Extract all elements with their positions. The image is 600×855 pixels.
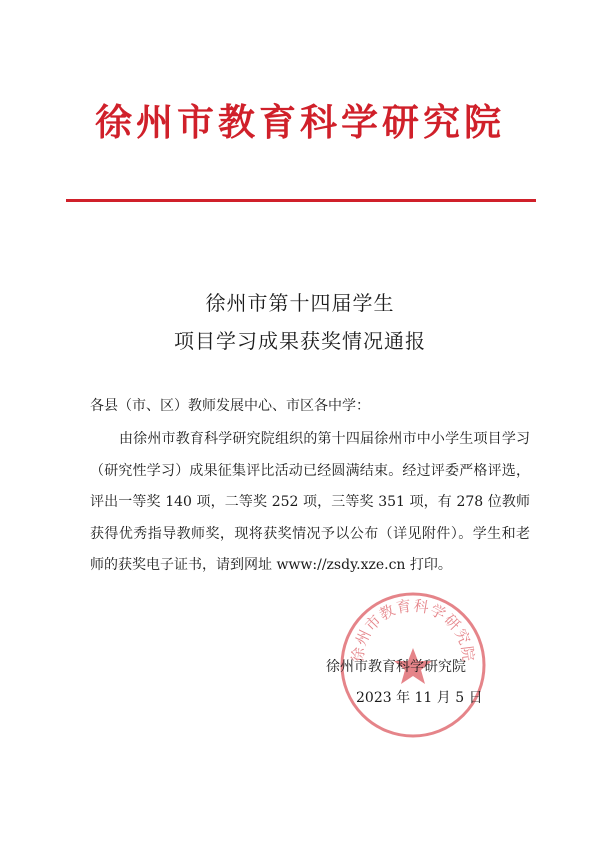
- signature-date: 2023 年 11 月 5 日: [356, 690, 483, 706]
- signature-org: 徐州市教育科学研究院: [326, 659, 466, 675]
- letterhead-org-name: 徐州市教育科学研究院: [95, 100, 505, 144]
- document-title-line-2: 项目学习成果获奖情况通报: [174, 329, 426, 353]
- letterhead-divider: [66, 199, 536, 202]
- salutation: 各县（市、区）教师发展中心、市区各中学：: [90, 398, 370, 414]
- body-paragraph: 由徐州市教育科学研究院组织的第十四届徐州市中小学生项目学习（研究性学习）成果征集评比活动已经圆满结束。经过评委严格评选，评出一等奖 140 项，二等奖 252 项，三等奖 351 项，有 278 位教师获得优秀指导教师奖，现将获奖情况予以公布（详见附件）。学生和老师的获奖电子证书，请到网址 www://zsdy.xze.cn 打印。: [90, 431, 530, 573]
- svg-text:徐州市教育科学研究院: 徐州市教育科学研究院: [348, 596, 478, 664]
- document-title-line-1: 徐州市第十四届学生: [205, 291, 395, 315]
